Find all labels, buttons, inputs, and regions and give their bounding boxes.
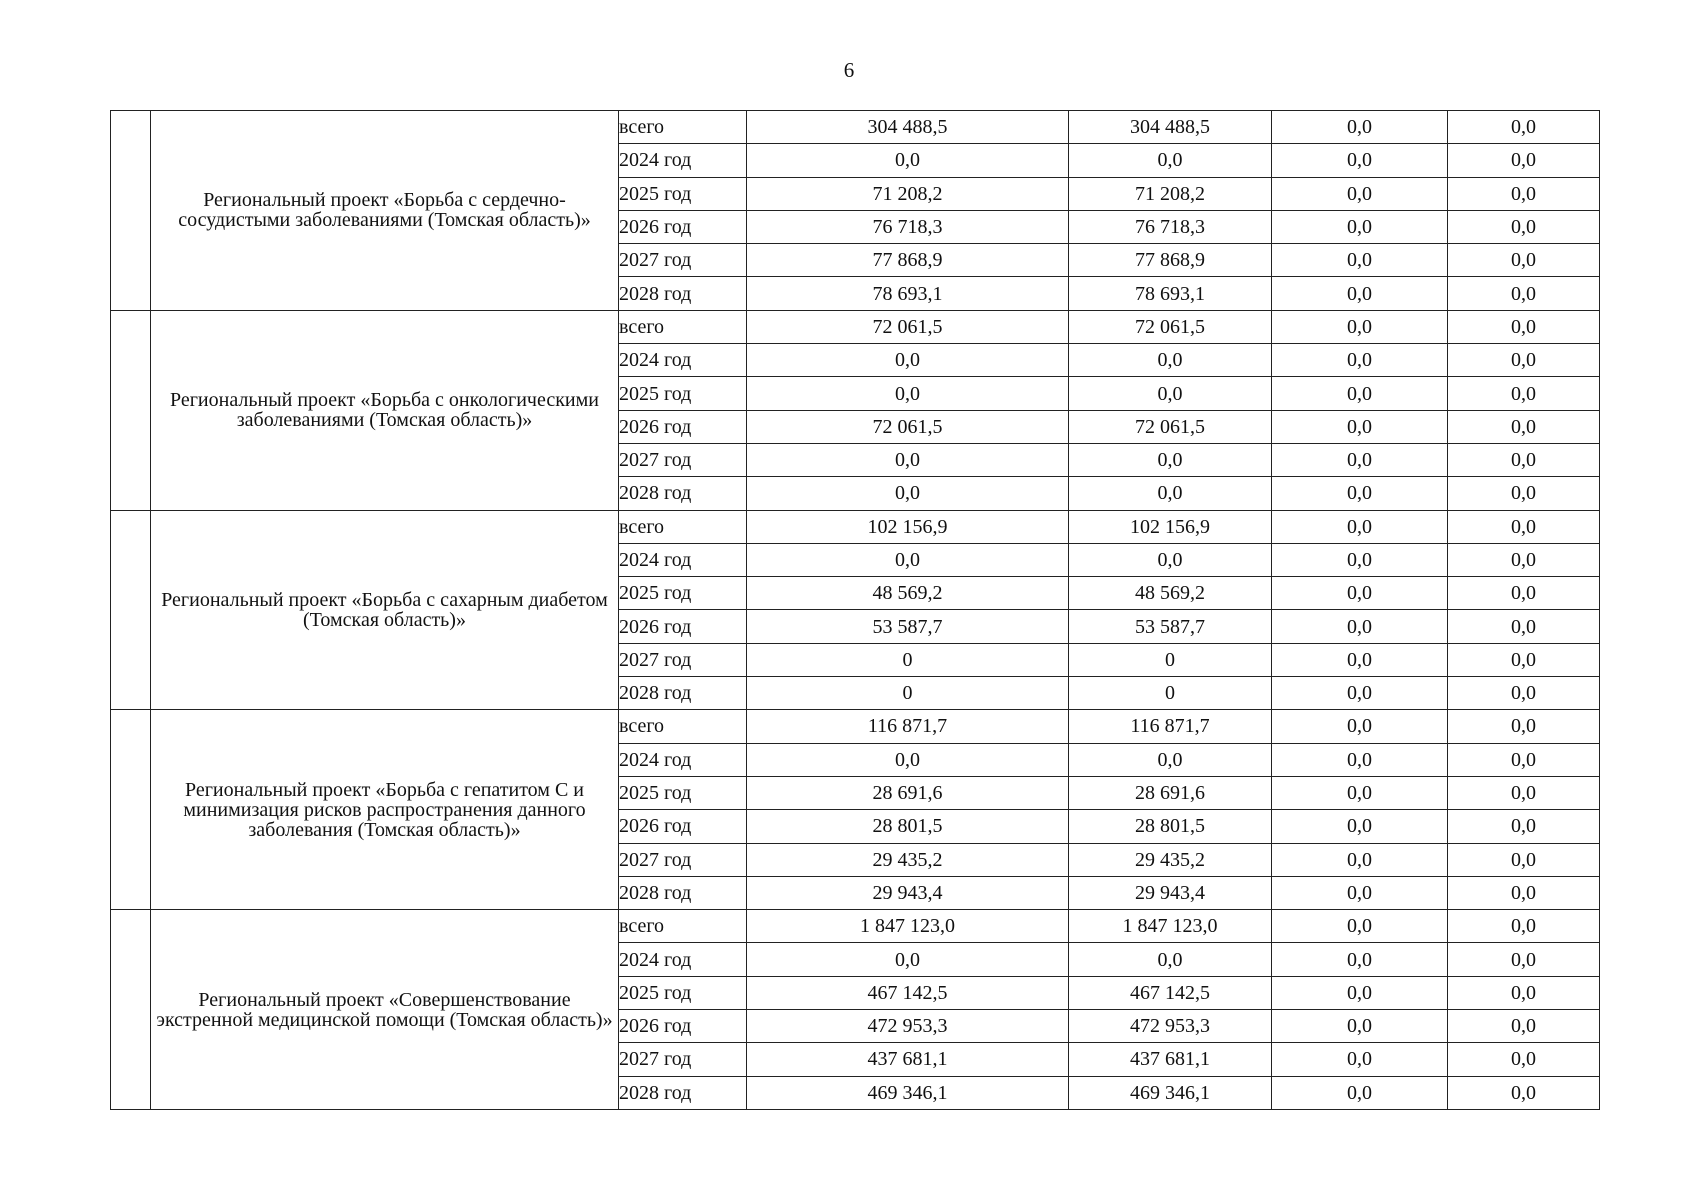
value-cell: 28 691,6 xyxy=(1069,776,1272,809)
value-cell: 0,0 xyxy=(1448,943,1600,976)
period-cell: 2025 год xyxy=(619,377,747,410)
period-cell: 2025 год xyxy=(619,976,747,1009)
value-cell: 0,0 xyxy=(1272,244,1448,277)
value-cell: 0,0 xyxy=(1448,177,1600,210)
table-body xyxy=(111,111,1600,1110)
value-cell: 0,0 xyxy=(1448,277,1600,310)
project-name-cell: Региональный проект «Борьба с сахарным диабетом (Томская область)» xyxy=(151,510,619,710)
period-cell: 2028 год xyxy=(619,1076,747,1109)
value-cell: 0,0 xyxy=(1272,111,1448,144)
period-cell: 2024 год xyxy=(619,543,747,576)
value-cell: 0,0 xyxy=(1448,677,1600,710)
value-cell: 0,0 xyxy=(1272,410,1448,443)
row-number-cell xyxy=(111,111,151,311)
value-cell: 0,0 xyxy=(1448,1043,1600,1076)
value-cell: 0,0 xyxy=(1272,577,1448,610)
value-cell: 0,0 xyxy=(1069,144,1272,177)
value-cell: 0,0 xyxy=(1272,1043,1448,1076)
table-row xyxy=(111,310,1600,343)
period-cell: 2025 год xyxy=(619,577,747,610)
value-cell: 0,0 xyxy=(1448,210,1600,243)
period-cell: 2025 год xyxy=(619,776,747,809)
value-cell: 0,0 xyxy=(1448,410,1600,443)
value-cell: 29 435,2 xyxy=(747,843,1069,876)
period-cell: 2024 год xyxy=(619,943,747,976)
period-cell: 2027 год xyxy=(619,443,747,476)
table-row xyxy=(111,510,1600,543)
value-cell: 0,0 xyxy=(1272,210,1448,243)
value-cell: 72 061,5 xyxy=(747,410,1069,443)
value-cell: 467 142,5 xyxy=(1069,976,1272,1009)
value-cell: 0,0 xyxy=(1448,643,1600,676)
value-cell: 0,0 xyxy=(1448,244,1600,277)
value-cell: 0,0 xyxy=(1069,743,1272,776)
value-cell: 28 801,5 xyxy=(747,810,1069,843)
value-cell: 0,0 xyxy=(747,377,1069,410)
value-cell: 0,0 xyxy=(1448,111,1600,144)
value-cell: 0,0 xyxy=(747,443,1069,476)
value-cell: 0,0 xyxy=(747,543,1069,576)
period-cell: 2028 год xyxy=(619,677,747,710)
value-cell: 0,0 xyxy=(747,144,1069,177)
value-cell: 0,0 xyxy=(1448,577,1600,610)
value-cell: 78 693,1 xyxy=(747,277,1069,310)
value-cell: 48 569,2 xyxy=(1069,577,1272,610)
value-cell: 437 681,1 xyxy=(747,1043,1069,1076)
value-cell: 0,0 xyxy=(1272,976,1448,1009)
value-cell: 472 953,3 xyxy=(747,1010,1069,1043)
period-cell: 2026 год xyxy=(619,610,747,643)
value-cell: 0,0 xyxy=(1272,843,1448,876)
period-cell: 2024 год xyxy=(619,144,747,177)
period-cell: всего xyxy=(619,310,747,343)
value-cell: 0,0 xyxy=(1272,876,1448,909)
value-cell: 437 681,1 xyxy=(1069,1043,1272,1076)
value-cell: 0,0 xyxy=(1272,477,1448,510)
value-cell: 0,0 xyxy=(1448,1010,1600,1043)
project-name-cell: Региональный проект «Борьба с онкологическими заболеваниями (Томская область)» xyxy=(151,310,619,510)
value-cell: 0,0 xyxy=(1448,510,1600,543)
value-cell: 469 346,1 xyxy=(1069,1076,1272,1109)
period-cell: 2025 год xyxy=(619,177,747,210)
value-cell: 0,0 xyxy=(1272,510,1448,543)
value-cell: 0,0 xyxy=(1448,1076,1600,1109)
period-cell: 2028 год xyxy=(619,477,747,510)
value-cell: 0,0 xyxy=(1448,443,1600,476)
value-cell: 0,0 xyxy=(1272,377,1448,410)
period-cell: 2027 год xyxy=(619,244,747,277)
value-cell: 0,0 xyxy=(1272,344,1448,377)
value-cell: 0,0 xyxy=(1272,943,1448,976)
value-cell: 76 718,3 xyxy=(1069,210,1272,243)
value-cell: 53 587,7 xyxy=(1069,610,1272,643)
value-cell: 0,0 xyxy=(1448,543,1600,576)
value-cell: 0,0 xyxy=(1272,677,1448,710)
value-cell: 29 435,2 xyxy=(1069,843,1272,876)
value-cell: 472 953,3 xyxy=(1069,1010,1272,1043)
value-cell: 0,0 xyxy=(1069,543,1272,576)
value-cell: 0,0 xyxy=(1272,743,1448,776)
value-cell: 28 801,5 xyxy=(1069,810,1272,843)
value-cell: 0,0 xyxy=(1069,477,1272,510)
value-cell: 0,0 xyxy=(1448,310,1600,343)
value-cell: 0,0 xyxy=(1272,1010,1448,1043)
project-name-cell: Региональный проект «Борьба с сердечно-сосудистыми заболеваниями (Томская область)» xyxy=(151,111,619,311)
period-cell: 2028 год xyxy=(619,876,747,909)
budget-table xyxy=(110,110,1600,1110)
period-cell: 2026 год xyxy=(619,210,747,243)
period-cell: 2024 год xyxy=(619,344,747,377)
value-cell: 0,0 xyxy=(1448,976,1600,1009)
value-cell: 28 691,6 xyxy=(747,776,1069,809)
value-cell: 71 208,2 xyxy=(1069,177,1272,210)
value-cell: 71 208,2 xyxy=(747,177,1069,210)
value-cell: 0,0 xyxy=(1448,710,1600,743)
value-cell: 0,0 xyxy=(1069,943,1272,976)
period-cell: 2026 год xyxy=(619,810,747,843)
value-cell: 0,0 xyxy=(1448,144,1600,177)
period-cell: 2028 год xyxy=(619,277,747,310)
value-cell: 0,0 xyxy=(1448,344,1600,377)
period-cell: всего xyxy=(619,910,747,943)
value-cell: 0,0 xyxy=(1272,610,1448,643)
value-cell: 77 868,9 xyxy=(747,244,1069,277)
value-cell: 0,0 xyxy=(1272,144,1448,177)
value-cell: 72 061,5 xyxy=(747,310,1069,343)
value-cell: 0,0 xyxy=(747,743,1069,776)
value-cell: 0 xyxy=(1069,677,1272,710)
value-cell: 0,0 xyxy=(1272,910,1448,943)
value-cell: 0,0 xyxy=(1069,443,1272,476)
period-cell: 2026 год xyxy=(619,410,747,443)
value-cell: 48 569,2 xyxy=(747,577,1069,610)
value-cell: 0 xyxy=(747,643,1069,676)
value-cell: 304 488,5 xyxy=(747,111,1069,144)
value-cell: 0,0 xyxy=(1069,344,1272,377)
value-cell: 78 693,1 xyxy=(1069,277,1272,310)
period-cell: всего xyxy=(619,111,747,144)
value-cell: 0,0 xyxy=(1272,810,1448,843)
row-number-cell xyxy=(111,910,151,1110)
row-number-cell xyxy=(111,710,151,910)
value-cell: 116 871,7 xyxy=(747,710,1069,743)
value-cell: 0,0 xyxy=(1448,610,1600,643)
value-cell: 0,0 xyxy=(1272,177,1448,210)
value-cell: 0 xyxy=(747,677,1069,710)
value-cell: 0,0 xyxy=(1448,776,1600,809)
value-cell: 0,0 xyxy=(1448,843,1600,876)
table-row xyxy=(111,910,1600,943)
period-cell: всего xyxy=(619,710,747,743)
value-cell: 0,0 xyxy=(1272,310,1448,343)
value-cell: 0,0 xyxy=(1272,1076,1448,1109)
project-name-cell: Региональный проект «Борьба с гепатитом С и минимизация рисков распространения данного заболевания (Томская область)» xyxy=(151,710,619,910)
row-number-cell xyxy=(111,310,151,510)
period-cell: 2026 год xyxy=(619,1010,747,1043)
value-cell: 0,0 xyxy=(747,344,1069,377)
value-cell: 29 943,4 xyxy=(1069,876,1272,909)
table-row xyxy=(111,710,1600,743)
value-cell: 304 488,5 xyxy=(1069,111,1272,144)
value-cell: 0,0 xyxy=(1448,477,1600,510)
page-number: 6 xyxy=(843,58,855,82)
value-cell: 76 718,3 xyxy=(747,210,1069,243)
value-cell: 0,0 xyxy=(1272,710,1448,743)
value-cell: 1 847 123,0 xyxy=(747,910,1069,943)
project-name-cell: Региональный проект «Совершенствование экстренной медицинской помощи (Томская область)» xyxy=(151,910,619,1110)
value-cell: 102 156,9 xyxy=(747,510,1069,543)
value-cell: 0,0 xyxy=(1272,443,1448,476)
value-cell: 72 061,5 xyxy=(1069,310,1272,343)
value-cell: 0,0 xyxy=(1272,277,1448,310)
value-cell: 29 943,4 xyxy=(747,876,1069,909)
value-cell: 0,0 xyxy=(1272,643,1448,676)
period-cell: 2024 год xyxy=(619,743,747,776)
value-cell: 77 868,9 xyxy=(1069,244,1272,277)
value-cell: 102 156,9 xyxy=(1069,510,1272,543)
value-cell: 0,0 xyxy=(1448,743,1600,776)
period-cell: 2027 год xyxy=(619,843,747,876)
period-cell: 2027 год xyxy=(619,1043,747,1076)
value-cell: 469 346,1 xyxy=(747,1076,1069,1109)
value-cell: 0,0 xyxy=(1448,910,1600,943)
value-cell: 116 871,7 xyxy=(1069,710,1272,743)
row-number-cell xyxy=(111,510,151,710)
value-cell: 0,0 xyxy=(1272,543,1448,576)
value-cell: 0 xyxy=(1069,643,1272,676)
value-cell: 467 142,5 xyxy=(747,976,1069,1009)
value-cell: 0,0 xyxy=(1272,776,1448,809)
value-cell: 0,0 xyxy=(1448,876,1600,909)
value-cell: 0,0 xyxy=(747,943,1069,976)
value-cell: 0,0 xyxy=(1448,810,1600,843)
value-cell: 1 847 123,0 xyxy=(1069,910,1272,943)
value-cell: 72 061,5 xyxy=(1069,410,1272,443)
period-cell: 2027 год xyxy=(619,643,747,676)
table-row xyxy=(111,111,1600,144)
value-cell: 0,0 xyxy=(1069,377,1272,410)
value-cell: 0,0 xyxy=(1448,377,1600,410)
value-cell: 53 587,7 xyxy=(747,610,1069,643)
value-cell: 0,0 xyxy=(747,477,1069,510)
period-cell: всего xyxy=(619,510,747,543)
